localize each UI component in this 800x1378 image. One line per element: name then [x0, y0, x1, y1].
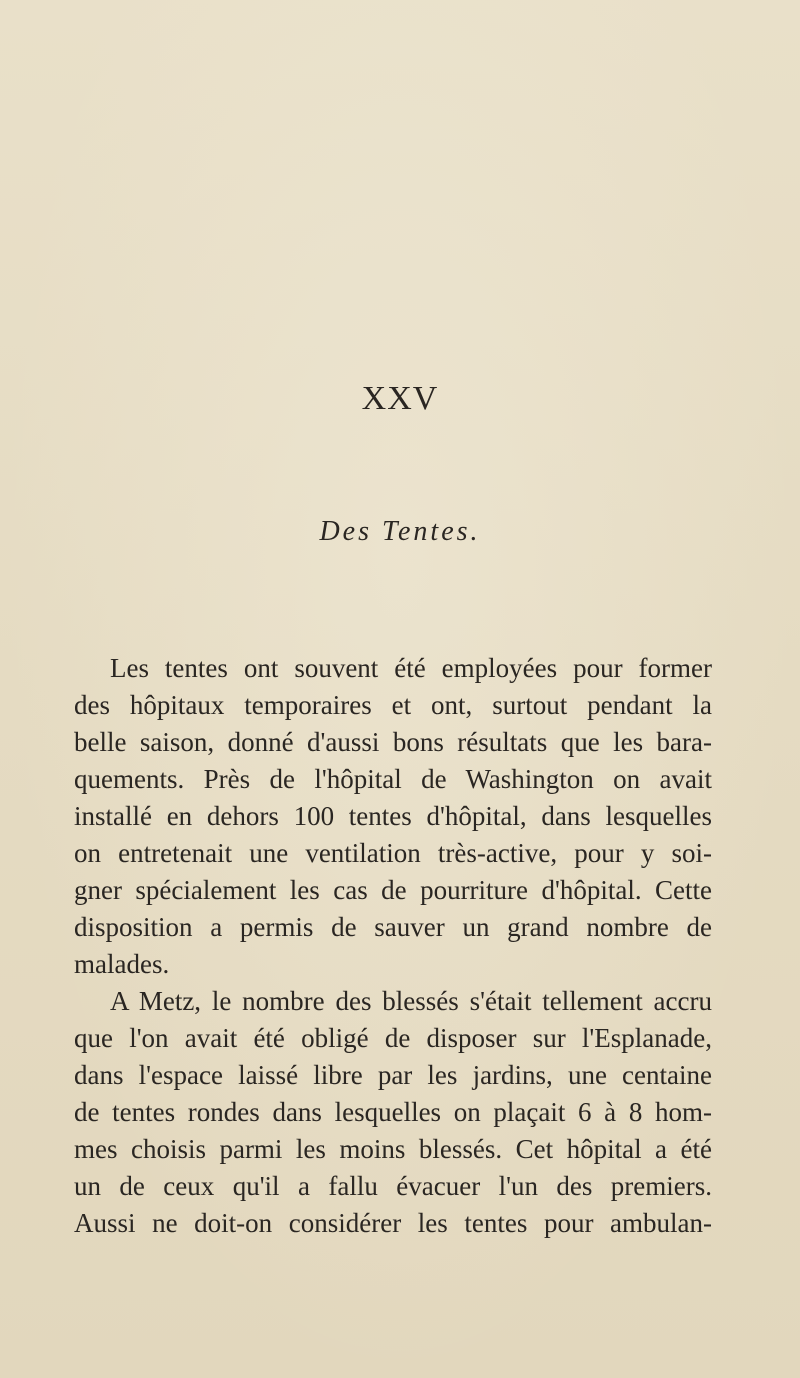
text-line: belle saison, donné d'aussi bons résultats que les bara-: [74, 727, 712, 757]
chapter-title: Des Tentes.: [319, 516, 481, 547]
text-line: malades.: [74, 949, 170, 979]
text-line: dans l'espace laissé libre par les jardins, une centaine: [74, 1060, 712, 1090]
text-line: de tentes rondes dans lesquelles on plaçait 6 à 8 hom-: [74, 1097, 712, 1127]
text-line: installé en dehors 100 tentes d'hôpital, dans lesquelles: [74, 801, 712, 831]
text-line: gner spécialement les cas de pourriture d'hôpital. Cette: [74, 875, 712, 905]
text-line: disposition a permis de sauver un grand nombre de: [74, 912, 712, 942]
text-line: que l'on avait été obligé de disposer sur l'Esplanade,: [74, 1023, 712, 1053]
text-line: un de ceux qu'il a fallu évacuer l'un des premiers.: [74, 1171, 712, 1201]
body-text: [74, 650, 712, 1242]
show-through-texture: [60, 150, 760, 390]
paragraph-2: [74, 983, 712, 1242]
text-line: mes choisis parmi les moins blessés. Cet hôpital a été: [74, 1134, 712, 1164]
text-line: on entretenait une ventilation très-active, pour y soi-: [74, 838, 712, 868]
text-line: quements. Près de l'hôpital de Washington on avait: [74, 764, 712, 794]
text-line: des hôpitaux temporaires et ont, surtout pendant la: [74, 690, 712, 720]
text-line: Aussi ne doit-on considérer les tentes pour ambulan-: [74, 1208, 712, 1238]
text-line: Les tentes ont souvent été employées pour former: [110, 653, 712, 683]
chapter-number: XXV: [361, 380, 439, 417]
text-line: A Metz, le nombre des blessés s'était tellement accru: [110, 986, 712, 1016]
paragraph-1: [74, 650, 712, 983]
